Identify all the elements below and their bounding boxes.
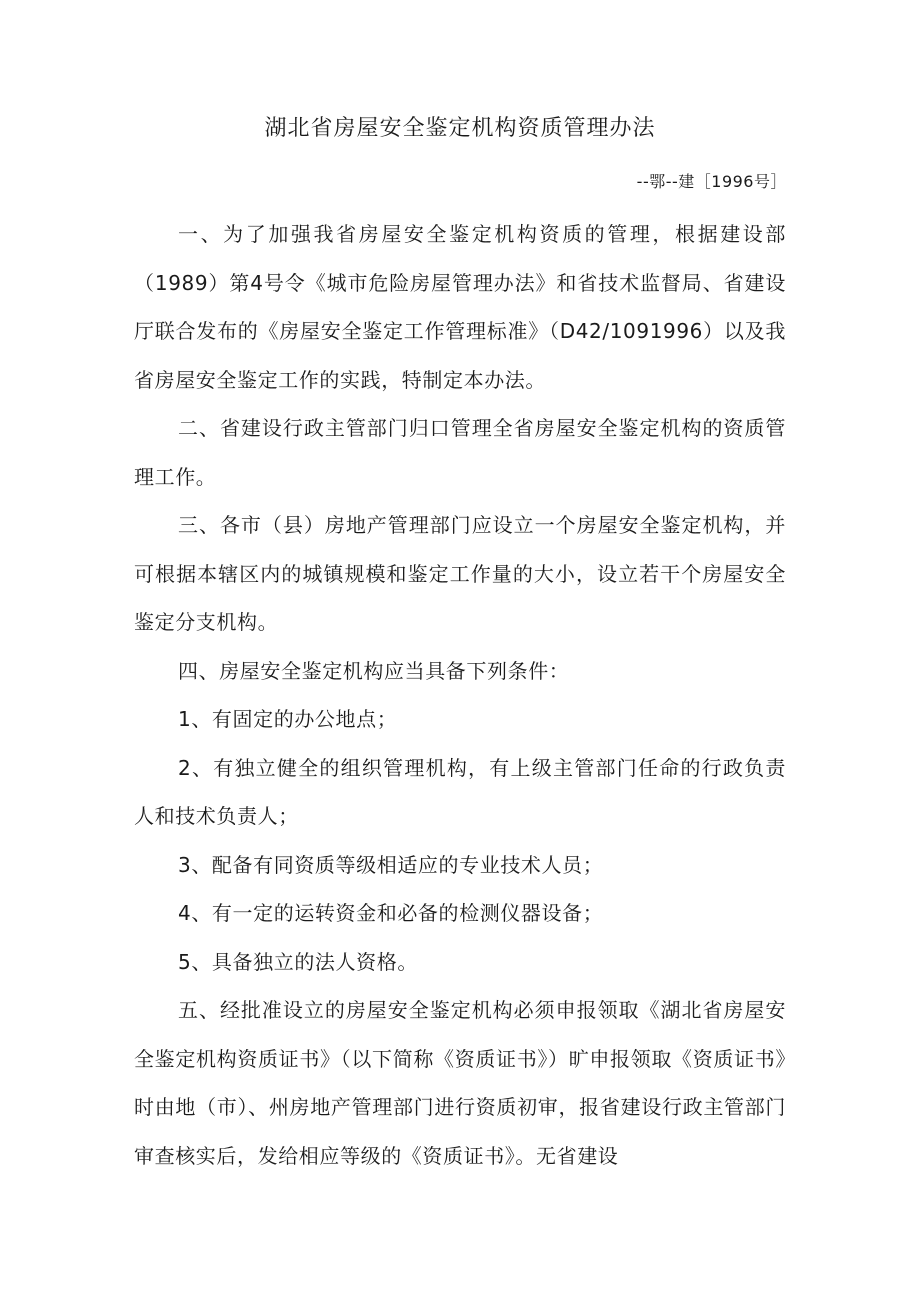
paragraph-5: 五、经批准设立的房屋安全鉴定机构必须申报领取《湖北省房屋安全鉴定机构资质证书》（以下简称《资质证书》）旷申报领取《资质证书》时由地（市）、州房地产管理部门进行资质初审，报省建设行政主管部门审查核实后，发给相应等级的《资质证书》。无省建设 — [134, 998, 786, 1168]
paragraph-1: 一、为了加强我省房屋安全鉴定机构资质的管理，根据建设部（1989）第4号令《城市危险房屋管理办法》和省技术监督局、省建设厅联合发布的《房屋安全鉴定工作管理标准》（D42/1091996）以及我省房屋安全鉴定工作的实践，特制定本办法。 — [134, 222, 786, 392]
document-body — [134, 210, 786, 1180]
condition-item-5: 5、具备独立的法人资格。 — [178, 949, 418, 974]
document-number: --鄂--建［1996号］ — [636, 172, 787, 191]
condition-item-3: 3、配备有同资质等级相适应的专业技术人员； — [178, 852, 604, 877]
condition-item-1: 1、有固定的办公地点； — [178, 707, 398, 731]
paragraph-3: 三、各市（县）房地产管理部门应设立一个房屋安全鉴定机构，并可根据本辖区内的城镇规模和鉴定工作量的大小，设立若干个房屋安全鉴定分支机构。 — [134, 513, 786, 634]
paragraph-4: 四、房屋安全鉴定机构应当具备下列条件： — [178, 658, 570, 683]
condition-item-2: 2、有独立健全的组织管理机构，有上级主管部门任命的行政负责人和技术负责人； — [134, 755, 786, 828]
paragraph-2: 二、省建设行政主管部门归口管理全省房屋安全鉴定机构的资质管理工作。 — [134, 416, 786, 489]
document-title: 湖北省房屋安全鉴定机构资质管理办法 — [264, 116, 656, 141]
condition-item-4: 4、有一定的运转资金和必备的检测仪器设备； — [178, 901, 604, 925]
